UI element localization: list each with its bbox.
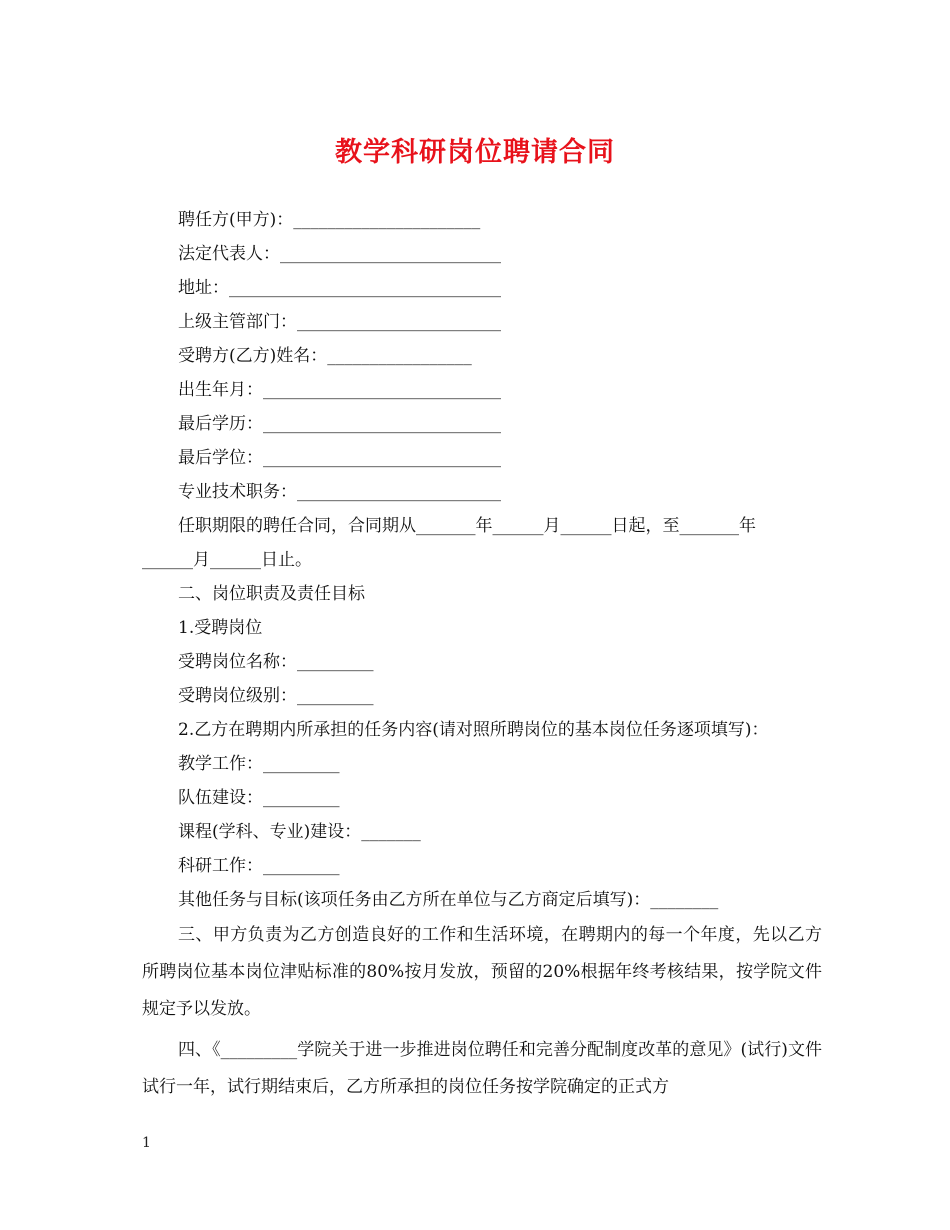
field-research: 科研工作：_________ <box>178 856 340 876</box>
field-degree: 最后学位：____________________________ <box>178 448 501 468</box>
field-employee-name: 受聘方(乙方)姓名：_________________ <box>178 346 472 366</box>
field-employer: 聘任方(甲方)：______________________ <box>178 210 481 230</box>
item-2: 2.乙方在聘期内所承担的任务内容(请对照所聘岗位的基本岗位任务逐项填写)： <box>178 720 769 740</box>
field-post-name: 受聘岗位名称：_________ <box>178 652 374 672</box>
document-title: 教学科研岗位聘请合同 <box>335 137 615 168</box>
term-line-2: ______月______日止。 <box>142 550 312 570</box>
contract-body <box>142 203 822 1106</box>
field-post-level: 受聘岗位级别：_________ <box>178 686 374 706</box>
section-3-paragraph: 三、甲方负责为乙方创造良好的工作和生活环境，在聘期内的每一个年度，先以乙方所聘岗位基本岗位津贴标准的80%按月发放，预留的20%根据年终考核结果，按学院文件规定予以发放。 <box>142 925 822 1019</box>
page-number: 1 <box>142 1135 151 1151</box>
field-other: 其他任务与目标(该项任务由乙方所在单位与乙方商定后填写)：________ <box>178 890 719 910</box>
field-course: 课程(学科、专业)建设：_______ <box>178 822 421 842</box>
term-line-1: 任职期限的聘任合同，合同期从_______年______月______日起，至_______年 <box>178 516 756 536</box>
item-1: 1.受聘岗位 <box>178 618 263 638</box>
field-address: 地址：________________________________ <box>178 278 501 298</box>
section-2-heading: 二、岗位职责及责任目标 <box>178 584 365 604</box>
field-education: 最后学历：____________________________ <box>178 414 501 434</box>
field-birth: 出生年月：____________________________ <box>178 380 501 400</box>
field-title: 专业技术职务：________________________ <box>178 482 501 502</box>
field-supervisor: 上级主管部门：________________________ <box>178 312 501 332</box>
section-4-paragraph: 四、《_________学院关于进一步推进岗位聘任和完善分配制度改革的意见》(试行)文件试行一年，试行期结束后，乙方所承担的岗位任务按学院确定的正式方 <box>142 1040 822 1097</box>
field-legal-rep: 法定代表人：__________________________ <box>178 244 501 264</box>
field-team: 队伍建设：_________ <box>178 788 340 808</box>
field-teaching: 教学工作：_________ <box>178 754 340 774</box>
